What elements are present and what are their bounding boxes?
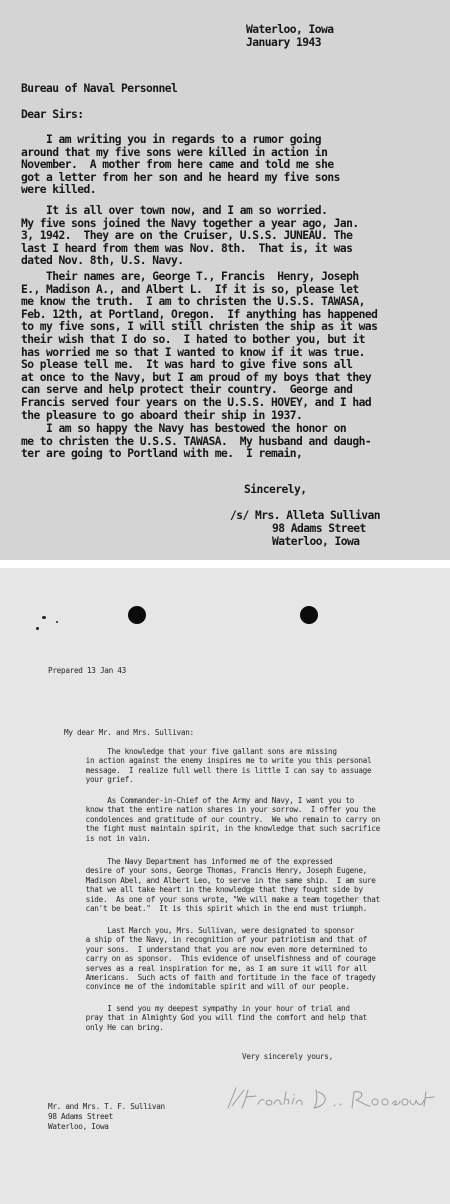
letter2-paragraph-4: Last March you, Mrs. Sullivan, were designated to sponsor a ship of the Navy, in recognition of your patriotism and that of your sons. I understand that you are now even more determined to carry on as sponsor. This evidence of unselfishness and of courage serves as a real inspiration for me, as I am sure it will for all Americans. Such acts of faith and fortitude in the face of tragedy convince me of the indomitable spirit and will of our people. xyxy=(64,926,376,992)
sender-street: 98 Adams Street xyxy=(272,522,366,535)
letter2-paragraph-5: I send you my deepest sympathy in your hour of trial and pray that in Almighty God you will find the comfort and help that only He can bring. xyxy=(64,1004,367,1032)
addressee: Bureau of Naval Personnel xyxy=(21,82,178,95)
letter-from-alleta-sullivan xyxy=(0,0,450,560)
signature-typed: /s/ Mrs. Alleta Sullivan xyxy=(230,509,381,522)
letter1-paragraph-3: Their names are, George T., Francis Henry, Joseph E., Madison A., and Albert L. If it is so, please let me know the truth. I am to christen the U.S.S. TAWASA, Feb. 12th, at Portland, Oregon. If anything has happened to my five sons, I will still christen the ship as it was their wish that I do so. I hated to bother you, but it has worried me so that I wanted to know if it was true. So please tell me. It was hard to give five sons all at once to the Navy, but I am proud of my boys that they can serve and help protect their country. George and Francis served four years on the U.S.S. HOVEY, and I had the pleasure to go aboard their ship in 1937. xyxy=(21,270,378,422)
sender-city: Waterloo, Iowa xyxy=(272,535,360,548)
recipient-city: Waterloo, Iowa xyxy=(48,1122,109,1131)
prepared-date: Prepared 13 Jan 43 xyxy=(48,666,126,675)
punch-hole xyxy=(300,606,318,624)
letter1-paragraph-4: I am so happy the Navy has bestowed the honor on me to christen the U.S.S. TAWASA. My husband and daugh- ter are going to Portland with me. I remain, xyxy=(21,422,372,461)
letter1-paragraph-2: It is all over town now, and I am so worried. My five sons joined the Navy together a year ago, Jan. 3, 1942. They are on the Cruiser, U.S.S. JUNEAU. The last I heard from them was Nov. 8th. That is, it was dated Nov. 8th, U.S. Navy. xyxy=(21,204,359,268)
letter2-paragraph-3: The Navy Department has informed me of the expressed desire of your sons, George Thomas, Francis Henry, Joseph Eugene, Madison Abel, and Albert Leo, to serve in the same ship. I am sure that we all take heart in the knowledge that they fought side by side. As one of your sons wrote, "We will make a team together that can't be beat." It is this spirit which in the end must triumph. xyxy=(64,857,380,914)
salutation: My dear Mr. and Mrs. Sullivan: xyxy=(64,728,194,737)
letter1-paragraph-1: I am writing you in regards to a rumor going around that my five sons were killed in action in November. A mother from here came and told me she got a letter from her son and he heard my five sons were killed. xyxy=(21,133,340,197)
letter-place: Waterloo, Iowa xyxy=(246,23,334,36)
recipient-street: 98 Adams Street xyxy=(48,1112,113,1121)
closing: Sincerely, xyxy=(244,483,307,496)
letter-date: January 1943 xyxy=(246,36,322,49)
ink-speck xyxy=(36,627,39,630)
letter-from-president-roosevelt xyxy=(0,568,450,1204)
ink-speck xyxy=(42,616,46,619)
letter2-paragraph-2: As Commander-in-Chief of the Army and Navy, I want you to know that the entire nation shares in your sorrow. I offer you the condolences and gratitude of our country. We who remain to carry on the fight must maintain spirit, in the knowledge that such sacrifice is not in vain. xyxy=(64,796,380,843)
punch-hole xyxy=(128,606,146,624)
closing: Very sincerely yours, xyxy=(242,1052,333,1061)
page-divider xyxy=(0,560,450,568)
salutation: Dear Sirs: xyxy=(21,108,84,121)
letter2-paragraph-1: The knowledge that your five gallant sons are missing in action against the enemy inspires me to write you this personal message. I realize full well there is little I can say to assuage your grief. xyxy=(64,747,372,785)
ink-speck xyxy=(56,621,58,623)
signature-handwritten xyxy=(222,1078,436,1120)
recipient-name: Mr. and Mrs. T. F. Sullivan xyxy=(48,1102,165,1111)
